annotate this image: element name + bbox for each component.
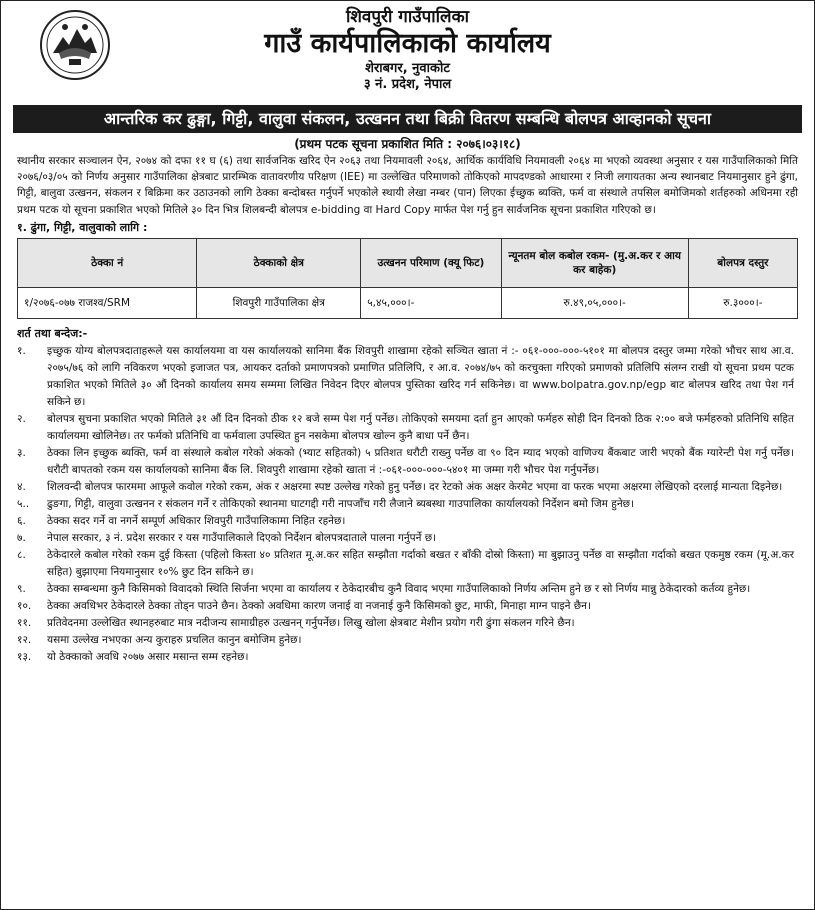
condition-text: ठेक्का सम्बन्धमा कुनै किसिमको विवादको स्थिति सिर्जना भएमा वा कार्यालय र ठेकेदारबीच कुनै विवाद भएमा गाउँपालिकाको निर्णय अन्तिम हुने छ र सो निर्णय मान्नु ठेकेदारको कर्तव्य हुनेछ। bbox=[47, 582, 751, 595]
condition-item bbox=[17, 581, 794, 598]
tender-table bbox=[17, 238, 798, 319]
condition-number: ४. bbox=[17, 480, 26, 493]
condition-text: ठेक्का अवधिभर ठेकेदारले ठेक्का तोड्न पाउने छैन। ठेक्को अवधिमा कारण जनाई वा नजनाई कुनै किसिमको छुट, माफी, मिनाहा माग्न पाइने छैन। bbox=[47, 599, 591, 612]
condition-number: ११. bbox=[17, 616, 32, 629]
condition-text: इच्छुक योग्य बोलपत्रदाताहरूले यस कार्यालयमा वा यस कार्यालयको सानिमा बैंक शिवपुरी शाखामा रहेको सञ्चित खाता नं :- ०६१-०००-०००-५१०१ मा बोलपत्र दस्तुर जम्मा गरेको भौचर साथ आ.व. २०७५/७६ को लागि नविकरण भएको इजाजत पत्र, आयकर दर्ताको प्रमाणपत्रको प्रमाणित प्रतिलिपि, र आ.व. २०७४/७५ को करचुक्ता गरिएको प्रमाणको प्रतिलिपि संलग्न राखी यो सूचना प्रथम पटक प्रकाशित भएको मितिले ३० औं दिनको कार्यालय समय सम्ममा लिखित निवेदन दिएर बोलपत्र पुस्तिका खरिद गर्न सकिनेछ। वा www.bolpatra.gov.np/egp बाट बोलपत्र खरिद तथा पेश गर्न सकिने छ। bbox=[47, 344, 794, 408]
condition-number: ५.. bbox=[17, 497, 30, 510]
cell-fee: रु.३०००।- bbox=[688, 287, 797, 318]
condition-item bbox=[17, 513, 794, 530]
condition-number: २. bbox=[17, 412, 26, 425]
condition-number: १२. bbox=[17, 633, 32, 646]
office-header bbox=[1, 1, 814, 105]
condition-text: प्रतिवेदनमा उल्लेखित स्थानहरुबाट मात्र नदीजन्य सामाग्रीहरु उत्खनन् गर्नुपर्नेछ। लिखु खोला क्षेत्रबाट मेशीन प्रयोग गरी ढुंगा संकलन गरिने छैन। bbox=[47, 616, 575, 629]
office-location: शेराबगर, नुवाकोट bbox=[365, 61, 450, 76]
condition-item bbox=[17, 632, 794, 649]
col-contract-no: ठेक्का नं bbox=[18, 238, 197, 287]
table-header-row bbox=[18, 238, 798, 287]
condition-number: ३. bbox=[17, 446, 26, 459]
condition-item bbox=[17, 479, 794, 496]
condition-text: ठेकेदारले कबोल गरेको रकम दुई किस्ता (पहिलो किस्ता ४० प्रतिशत मू.अ.कर सहित सम्झौता गर्दाको बखत र बाँकी दोस्रो किस्ता) मा बुझाउनु पर्नेछ वा सम्झौता गर्दाको बखत एकमुष्ठ रकम (मू.अ.कर सहित) बुझाएमा नियमानुसार १०% छुट दिन सकिने छ। bbox=[47, 548, 794, 578]
condition-number: १. bbox=[17, 344, 26, 357]
publication-date: (प्रथम पटक सूचना प्रकाशित मिति : २०७६।०३।१८) bbox=[294, 137, 521, 151]
condition-item bbox=[17, 649, 794, 666]
condition-item bbox=[17, 530, 794, 547]
condition-number: १३. bbox=[17, 650, 32, 663]
condition-text: यो ठेक्काको अवधि २०७७ असार मसान्त सम्म रहनेछ। bbox=[47, 650, 249, 663]
cell-min-bid: रु.४९,०५,०००।- bbox=[501, 287, 688, 318]
condition-item bbox=[17, 411, 794, 445]
condition-number: १०. bbox=[17, 599, 32, 612]
col-min-bid: न्यूनतम बोल कबोल रकम- (मु.अ.कर र आय कर बाहेक) bbox=[501, 238, 688, 287]
municipality-name: शिवपुरी गाउँपालिका bbox=[345, 7, 470, 27]
conditions-title: शर्त तथा बन्देज:- bbox=[17, 326, 88, 340]
condition-item bbox=[17, 547, 794, 581]
condition-item bbox=[17, 615, 794, 632]
province-line: ३ नं. प्रदेश, नेपाल bbox=[363, 77, 452, 92]
condition-number: ६. bbox=[17, 514, 26, 527]
condition-item bbox=[17, 496, 794, 513]
cell-area: शिवपुरी गाउँपालिका क्षेत्र bbox=[197, 287, 361, 318]
condition-number: ८. bbox=[17, 548, 26, 561]
condition-number: ९. bbox=[17, 582, 26, 595]
cell-contract-no: १/२०७६-०७७ राजश्व/SRM bbox=[18, 287, 197, 318]
condition-number: ७. bbox=[17, 531, 26, 544]
condition-text: शिलवन्दी बोलपत्र फारममा आफूले कवोल गरेको रकम, अंक र अक्षरमा स्पष्ट उल्लेख गरेको हुनु पर्नेछ। दर रेटको अंक अक्षर केरमेट भएमा वा फरक भएमा अक्षरमा लेखिएको दरलाई मान्यता दिइनेछ। bbox=[47, 480, 783, 493]
conditions-list bbox=[17, 343, 794, 666]
condition-text: नेपाल सरकार, ३ नं. प्रदेश सरकार र यस गाउँपालिकाले दिएको निर्देशन बोलपत्रदाताले पालना गर्नुपर्ने छ। bbox=[47, 531, 437, 544]
col-fee: बोलपत्र दस्तुर bbox=[688, 238, 797, 287]
condition-text: ठेक्का लिन इच्छुक ब्यक्ति, फर्म वा संस्थाले कबोल गरेको अंकको (भ्याट सहितको) ५ प्रतिशत धरौटी राख्नु पर्नेछ वा ९० दिन म्याद भएको वाणिज्य बैंकबाट जारी भएको बैंक ग्यारेन्टी पेश गर्नु पर्नेछ। धरौटी बापतको रकम यस कार्यालयको सानिमा बैंक लि. शिवपुरी शाखामा रहेको खाता नं :-०६१-०००-०००-५४०१ मा जम्मा गरी भौचर पेश गर्नुपर्नेछ। bbox=[47, 446, 794, 476]
condition-text: ढुङगा, गिट्टी, वालुवा उत्खनन र संकलन गर्ने र तोकिएको स्थानमा घाटगद्दी गरी नापजाँच गरी लैजाने ब्यबस्था गाउपालिका कार्यालयको निर्देशन बमो जिम हुनेछ। bbox=[47, 497, 635, 510]
condition-text: यसमा उल्लेख नभएका अन्य कुराहरु प्रचलित कानुन बमोजिम हुनेछ। bbox=[47, 633, 302, 646]
notice-title-banner: आन्तरिक कर ढुङ्गा, गिट्टी, वालुवा संकलन, उत्खनन तथा बिक्री वितरण सम्बन्धि बोलपत्र आव्हानको सूचना bbox=[13, 105, 802, 133]
section-title: १. ढुंगा, गिट्टी, वालुवाको लागि : bbox=[17, 220, 148, 234]
col-quantity: उत्खनन परिमाण (क्यू फिट) bbox=[361, 238, 501, 287]
condition-item bbox=[17, 343, 794, 411]
table-row bbox=[18, 287, 798, 318]
condition-text: बोलपत्र सुचना प्रकाशित भएको मितिले ३१ औं दिन दिनको ठीक १२ बजे सम्म पेश गर्नु पर्नेछ। तोकिएको समयमा दर्ता हुन आएको फर्महरु सोही दिन दिनको ठिक २:०० बजे फर्महरुको प्रतिनिधि सहित कार्यालयमा खोलिनेछ। तर फर्मको प्रतिनिधि वा फर्मवाला उपस्थित हुन नसकेमा बोलपत्र खोल्न कुनै बाधा पर्ने छैन। bbox=[47, 412, 794, 442]
condition-item bbox=[17, 598, 794, 615]
condition-item bbox=[17, 445, 794, 479]
cell-quantity: ५,४५,०००।- bbox=[361, 287, 501, 318]
nepal-emblem-icon bbox=[39, 9, 111, 81]
intro-paragraph: स्थानीय सरकार सञ्चालन ऐन, २०७४ को दफा ११ घ (६) तथा सार्वजनिक खरिद ऐन २०६३ तथा नियमावली २०६४, आर्थिक कार्यविधि नियमावली २०६४ मा भएको व्यवस्था अनुसार र यस गाउँपालिकाको मिति २०७६/०३/०५ को निर्णय अनुसार गाउँपालिका क्षेत्रबाट प्रारम्भिक वातावरणीय परिक्षण (IEE) मा उल्लेखित परिमाणको तोकिएको मापदण्डको आधारमा र निजी लगायतका अन्य स्थानबाट नियमानुसार हुने ढुंगा, गिट्टी, बालुवा उत्खनन, संकलन र बिक्रिमा कर उठाउनको लागि ठेक्का बन्दोबस्त गर्नुपर्ने भएकोले स्थायी लेखा नम्बर (पान) लिएका ईच्छुक ब्यक्ति, फर्म वा संस्थाले तपसिल बमोजिमको शर्तहरुको अधिनमा रही प्रथम पटक यो सूचना प्रकाशित भएको मितिले ३० दिन भित्र शिलबन्दी बोलपत्र e-bidding वा Hard Copy मार्फत पेश गर्नु हुन सार्वजनिक सूचना प्रकाशित गरिएको छ। bbox=[17, 155, 798, 216]
office-title: गाउँ कार्यपालिकाको कार्यालय bbox=[264, 28, 551, 59]
condition-text: ठेक्का सदर गर्ने वा नगर्ने सम्पूर्ण अधिकार शिवपुरी गाउँपालिकामा निहित रहनेछ। bbox=[47, 514, 346, 527]
col-area: ठेक्काको क्षेत्र bbox=[197, 238, 361, 287]
